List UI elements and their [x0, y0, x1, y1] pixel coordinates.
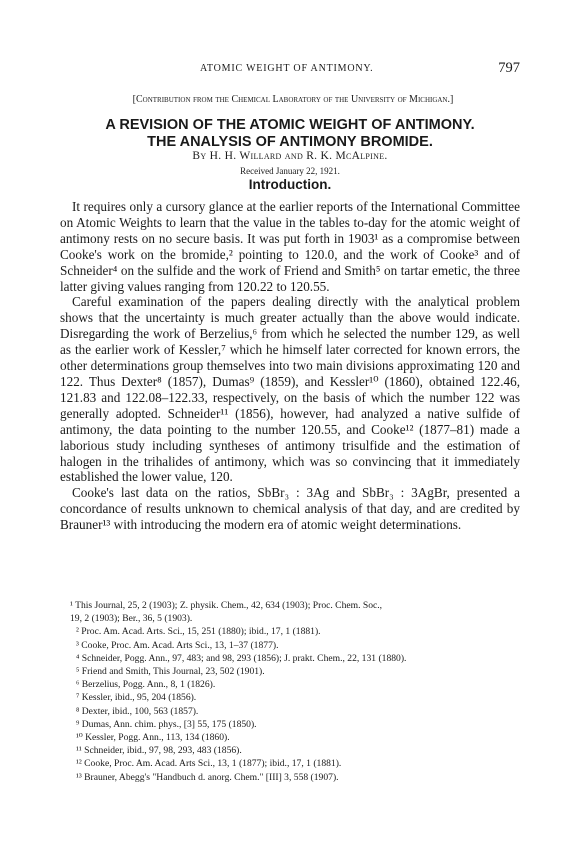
footnote: ¹⁰ Kessler, Pogg. Ann., 113, 134 (1860).	[76, 732, 230, 744]
running-header	[40, 60, 520, 79]
footnote: ⁷ Kessler, ibid., 95, 204 (1856).	[76, 692, 197, 704]
footnote: ⁵ Friend and Smith, This Journal, 23, 502 (1901).	[76, 666, 265, 678]
paragraph: Cooke's last data on the ratios, SbBr₃ : 3Ag and SbBr₃ : 3AgBr, presented a concordance of results unknown to chemical analysis of that day, and are credited by Brauner¹³ with introducing the modern era of atomic weight determinations.	[60, 485, 520, 533]
footnote: ⁹ Dumas, Ann. chim. phys., [3] 55, 175 (1850).	[76, 718, 257, 730]
contribution-note: [Contribution from the Chemical Laboratory of the University of Michigan.]	[132, 94, 454, 105]
body-text	[60, 199, 520, 533]
article-title-line-1: A REVISION OF THE ATOMIC WEIGHT OF ANTIMONY.	[105, 117, 475, 133]
footnote-continuation: 19, 2 (1903); Ber., 36, 5 (1903).	[70, 613, 193, 625]
received-date: Received January 22, 1921.	[240, 166, 340, 176]
article-title	[50, 117, 530, 150]
footnote: ³ Cooke, Proc. Am. Acad. Arts Sci., 13, 1–37 (1877).	[76, 639, 279, 651]
paragraph: Careful examination of the papers dealing directly with the analytical problem shows that the uncertainty is much greater actually than the above would indicate. Disregarding the work of Berzelius,⁶ from which he selected the number 129, as well as the earlier work of Kessler,⁷ which he himself later corrected for known errors, the other determinations group themselves into two main divisions approximating 120 and 122. Thus Dexter⁸ (1857), Dumas⁹ (1859), and Kessler¹⁰ (1860), obtained 122.46, 121.83 and 122.08–122.33, respectively, on the basis of which the number 122 was generally adopted. Schneider¹¹ (1856), however, had analyzed a native sulfide of antimony, the data pointing to the number 120.55, and Cooke¹² (1877–81) made a laborious study including syntheses of antimony trisulfide and the estimation of halogen in the trihalides of antimony, which was so convincing that it immediately established the lower value, 120.	[60, 294, 520, 485]
footnote: ⁶ Berzelius, Pogg. Ann., 8, 1 (1826).	[76, 679, 216, 691]
byline: By H. H. Willard and R. K. McAlpine.	[192, 150, 388, 162]
footnote: ¹ This Journal, 25, 2 (1903); Z. physik. Chem., 42, 634 (1903); Proc. Chem. Soc.,	[70, 600, 383, 611]
footnote: ² Proc. Am. Acad. Arts. Sci., 15, 251 (1880); ibid., 17, 1 (1881).	[76, 626, 321, 638]
footnote: ⁴ Schneider, Pogg. Ann., 97, 483; and 98, 293 (1856); J. prakt. Chem., 22, 131 (1880).	[76, 652, 407, 664]
section-heading: Introduction.	[248, 177, 332, 192]
footnote: ⁸ Dexter, ibid., 100, 563 (1857).	[76, 705, 199, 717]
footnote: ¹¹ Schneider, ibid., 97, 98, 293, 483 (1856).	[76, 745, 242, 757]
running-title: ATOMIC WEIGHT OF ANTIMONY.	[200, 63, 374, 74]
article-title-line-2: THE ANALYSIS OF ANTIMONY BROMIDE.	[147, 133, 433, 150]
paragraph: It requires only a cursory glance at the earlier reports of the International Committee on Atomic Weights to learn that the value in the tables to-day for the atomic weight of antimony rests on no secure basis. It was put forth in 1903¹ as a compromise between Cooke's work on the bromide,² pointing to 120.0, and the work of Cooke³ and of Schneider⁴ on the sulfide and the work of Friend and Smith⁵ on tartar emetic, the three latter giving values ranging from 120.22 to 120.55.	[60, 199, 520, 294]
footnote: ¹³ Brauner, Abegg's "Handbuch d. anorg. Chem." [III] 3, 558 (1907).	[76, 771, 339, 783]
page-number: 797	[498, 60, 520, 76]
footnotes	[70, 599, 540, 784]
footnote: ¹² Cooke, Proc. Am. Acad. Arts Sci., 13, 1 (1877); ibid., 17, 1 (1881).	[76, 758, 342, 770]
